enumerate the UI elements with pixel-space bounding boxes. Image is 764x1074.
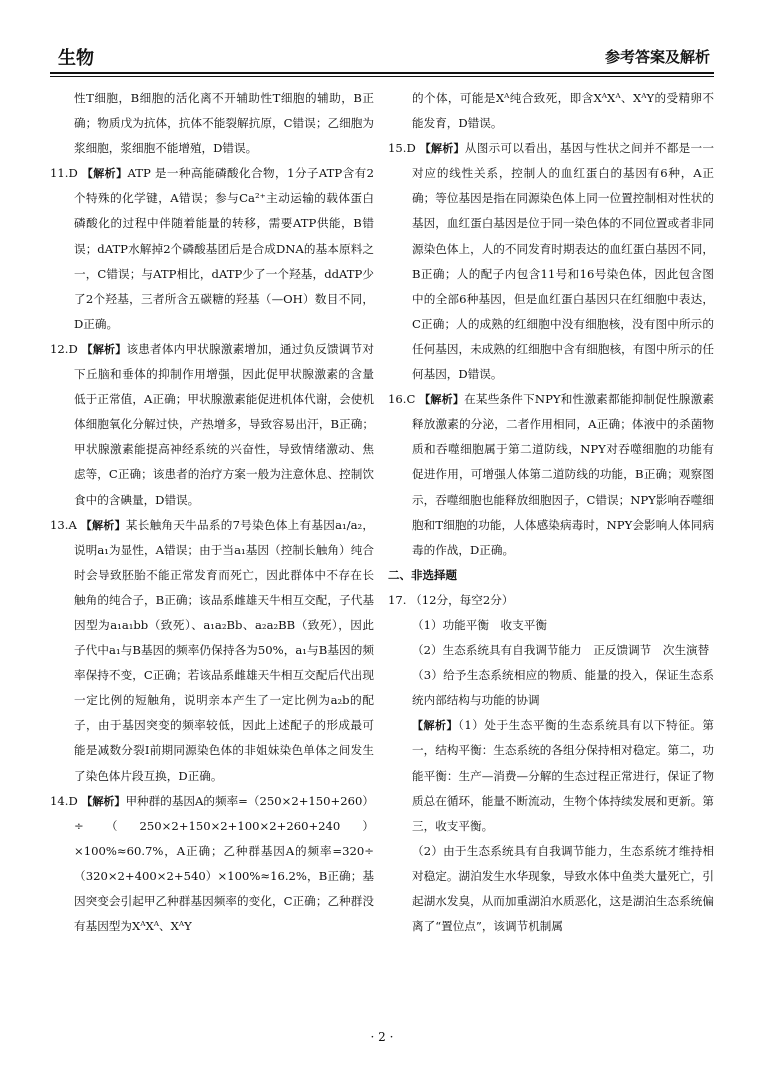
question-number: 16.C bbox=[388, 392, 420, 407]
page-number: · 2 · bbox=[370, 1030, 394, 1044]
analysis-tag: 【解析】 bbox=[81, 167, 128, 181]
answer-paragraph bbox=[50, 513, 374, 789]
answer-text: （12分，每空2分） bbox=[410, 592, 514, 607]
question-number: 15.D bbox=[388, 141, 420, 156]
answer-text: （1）功能平衡 收支平衡 bbox=[412, 617, 547, 632]
answer-text: 性T细胞，B细胞的活化离不开辅助性T细胞的辅助，B正确；物质戊为抗体，抗体不能裂解抗原，C错误；乙细胞为浆细胞，浆细胞不能增殖，D错误。 bbox=[74, 91, 374, 156]
answer-paragraph bbox=[388, 136, 714, 387]
answer-paragraph bbox=[388, 588, 714, 613]
answer-text: （2）由于生态系统具有自我调节能力，生态系统才维持相对稳定。湖泊发生水华现象，导致水体中鱼类大量死亡，引起湖水发臭，从而加重湖泊水质恶化，这是湖泊生态系统偏离了“置位点”，该调节机制属 bbox=[412, 843, 714, 934]
section-heading bbox=[388, 563, 714, 588]
left-column bbox=[50, 86, 374, 939]
answer-text: 二、非选择题 bbox=[388, 567, 457, 582]
answer-text: 从图示可以看出，基因与性状之间并不都是一一对应的线性关系，控制人的血红蛋白的基因有6种，A正确；等位基因是指在同源染色体上同一位置控制相对性状的基因，血红蛋白基因是位于同一染色体的不同位置或者非同源染色体上，人的不同发育时期表达的血红蛋白基因不同，B正确；人的配子内包含11号和16号染色体，因此包含图中的全部6种基因，但是血红蛋白基因只在红细胞中表达，C正确；人的成熟的红细胞中没有细胞核，没有图中所示的任何基因，未成熟的红细胞中含有细胞核，有图中所示的任何基因，D错误。 bbox=[412, 141, 714, 382]
question-number: 11.D bbox=[50, 166, 82, 181]
answer-paragraph bbox=[388, 86, 714, 136]
answer-text: 该患者体内甲状腺激素增加，通过负反馈调节对下丘脑和垂体的抑制作用增强，因此促甲状腺激素的含量低于正常值，A正确；甲状腺激素能促进机体代谢，会使机体细胞氧化分解过快，产热增多，导致容易出汗，B正确；甲状腺激素能提高神经系统的兴奋性，导致情绪激动、焦虑等，C正确；该患者的治疗方案一般为注意休息、控制饮食中的含碘量，D错误。 bbox=[74, 341, 374, 507]
analysis-tag: 【解析】 bbox=[419, 393, 465, 407]
answer-text: ATP 是一种高能磷酸化合物，1分子ATP含有2个特殊的化学键，A错误；参与Ca²⁺主动运输的载体蛋白磷酸化的过程中伴随着能量的转移，需要ATP供能，B错误；dATP水解掉2个磷酸基团后是合成DNA的基本原料之一，C错误；与ATP相比，dATP少了一个羟基，ddATP少了2个羟基，三者所含五碳糖的羟基（—OH）数目不同，D正确。 bbox=[74, 166, 375, 331]
right-column bbox=[388, 86, 714, 939]
answer-text: （3）给予生态系统相应的物质、能量的投入，保证生态系统内部结构与功能的协调 bbox=[412, 668, 714, 708]
answer-paragraph bbox=[388, 713, 714, 838]
analysis-tag: 【解析】 bbox=[412, 719, 459, 733]
question-number: 12.D bbox=[50, 341, 82, 356]
answer-text: 的个体，可能是Xᴬ纯合致死，即含XᴬXᴬ、XᴬY的受精卵不能发育，D错误。 bbox=[412, 91, 714, 131]
answer-paragraph bbox=[50, 161, 374, 337]
question-number: 14.D bbox=[50, 793, 82, 808]
answer-paragraph bbox=[388, 387, 714, 563]
answer-text: 某长触角天牛品系的7号染色体上有基因a₁/a₂，说明a₁为显性，A错误；由于当a₁基因（控制长触角）纯合时会导致胚胎不能正常发育而死亡，因此群体中不存在长触角的纯合子，B正确；该品系雌雄天牛相互交配，子代基因型为a₁a₁bb（致死）、a₁a₂Bb、a₂a₂BB（致死），因此子代中a₁与B基因的频率仍保持各为50%，a₁与B基因的频率保持不变，C正确；若该品系雌雄天牛相互交配后代出现一定比例的短触角，说明亲本产生了一定比例为a₂b的配子，由于基因突变的频率较低，因此上述配子的形成最可能是减数分裂Ⅰ前期同源染色体的非姐妹染色单体之间发生了染色体片段互换，D正确。 bbox=[74, 517, 375, 783]
answer-text: 在某些条件下NPY和性激素都能抑制促性腺激素释放激素的分泌，二者作用相同，A正确；体液中的杀菌物质和吞噬细胞属于第二道防线，NPY对吞噬细胞的功能有促进作用，可增强人体第二道防线的功能，B正确；观察图示，吞噬细胞也能释放细胞因子，C错误；NPY影响吞噬细胞和T细胞的功能，人体感染病毒时，NPY会影响人体同病毒的作战，D正确。 bbox=[412, 392, 715, 557]
answer-text: （1）处于生态平衡的生态系统具有以下特征。第一，结构平衡：生态系统的各组分保持相对稳定。第二，功能平衡：生产—消费—分解的生态过程正常进行，保证了物质总在循环，能量不断流动，生物个体持续发展和更新。第三，收支平衡。 bbox=[412, 718, 715, 833]
analysis-tag: 【解析】 bbox=[81, 342, 127, 356]
header-rule-thin bbox=[50, 76, 714, 77]
answer-paragraph bbox=[388, 613, 714, 638]
answer-paragraph bbox=[50, 789, 374, 940]
answer-paragraph bbox=[388, 839, 714, 939]
answer-text: 甲种群的基因A的频率=（250×2+150+260）÷（250×2+150×2+100×2+260+240）×100%≈60.7%，A正确；乙种群基因A的频率=320÷（320×2+400×2+540）×100%≈16.2%，B正确；基因突变会引起甲乙种群基因频率的变化，C正确；乙种群没有基因型为XᴬXᴬ、XᴬY bbox=[74, 793, 374, 934]
question-number: 13.A bbox=[50, 517, 81, 532]
answer-paragraph bbox=[50, 337, 374, 513]
analysis-tag: 【解析】 bbox=[80, 518, 126, 532]
subject-title: 生物 bbox=[58, 48, 94, 69]
section-title: 参考答案及解析 bbox=[604, 48, 710, 66]
analysis-tag: 【解析】 bbox=[419, 142, 465, 156]
answer-paragraph bbox=[50, 86, 374, 161]
header-rule-thick bbox=[50, 72, 714, 74]
analysis-tag: 【解析】 bbox=[81, 794, 126, 808]
answer-paragraph bbox=[388, 663, 714, 713]
question-number: 17. bbox=[388, 592, 411, 607]
answer-paragraph bbox=[388, 638, 714, 663]
page-header bbox=[50, 42, 714, 70]
answer-text: （2）生态系统具有自我调节能力 正反馈调节 次生演替 bbox=[412, 643, 710, 658]
